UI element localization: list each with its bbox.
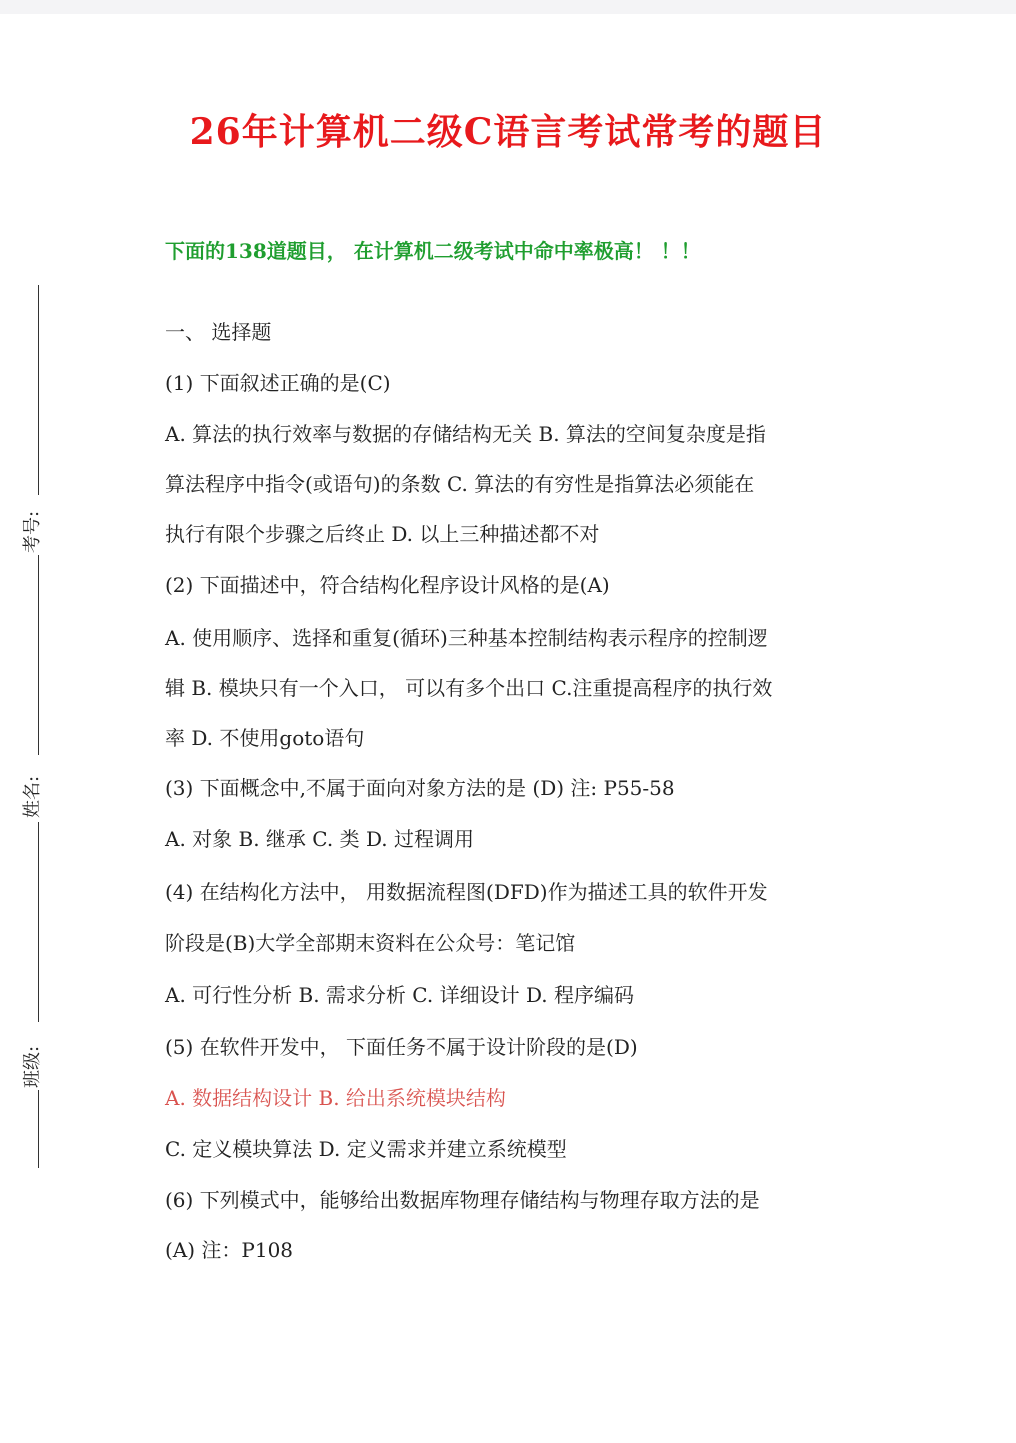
question-6-continued: (A) 注：P108 [165,1238,294,1262]
section-heading: 一、 选择题 [165,320,272,344]
top-bar [0,0,1016,14]
question-2-options-line-1: A. 使用顺序、选择和重复(循环)三种基本控制结构表示程序的控制逻 [165,626,768,650]
question-2-options-line-3: 率 D. 不使用goto语句 [165,726,365,750]
subtitle: 下面的138道题目， 在计算机二级考试中命中率极高！ ！！ [165,239,701,263]
exam-number-label: 考号: [22,510,43,553]
name-label: 姓名: [22,775,43,818]
question-1-options-line-3: 执行有限个步骤之后终止 D. 以上三种描述都不对 [165,522,600,546]
question-5-options-line-2: C. 定义模块算法 D. 定义需求并建立系统模型 [165,1137,567,1161]
question-4-options: A. 可行性分析 B. 需求分析 C. 详细设计 D. 程序编码 [165,983,634,1007]
question-4-continued: 阶段是(B)大学全部期末资料在公众号：笔记馆 [165,931,576,955]
question-6: (6) 下列模式中，能够给出数据库物理存储结构与物理存取方法的是 [165,1188,760,1212]
margin-rule-upper [38,555,39,755]
question-1-options-line-2: 算法程序中指令(或语句)的条数 C. 算法的有穷性是指算法必须能在 [165,472,755,496]
margin-rule-middle [38,822,39,1022]
question-2: (2) 下面描述中，符合结构化程序设计风格的是(A) [165,573,610,597]
question-4: (4) 在结构化方法中， 用数据流程图(DFD)作为描述工具的软件开发 [165,880,768,904]
margin-rule-bottom [38,1090,39,1168]
class-label: 班级: [22,1045,43,1088]
question-3: (3) 下面概念中,不属于面向对象方法的是 (D) 注: P55-58 [165,776,675,800]
question-2-options-line-2: 辑 B. 模块只有一个入口， 可以有多个出口 C.注重提高程序的执行效 [165,676,773,700]
question-1-options-line-1: A. 算法的执行效率与数据的存储结构无关 B. 算法的空间复杂度是指 [165,422,766,446]
question-5-options-line-1: A. 数据结构设计 B. 给出系统模块结构 [165,1086,506,1110]
margin-rule-top [38,285,39,495]
question-3-options: A. 对象 B. 继承 C. 类 D. 过程调用 [165,827,474,851]
question-1: (1) 下面叙述正确的是(C) [165,371,391,395]
question-5: (5) 在软件开发中， 下面任务不属于设计阶段的是(D) [165,1035,638,1059]
page-title: 26年计算机二级C语言考试常考的题目 [189,111,827,153]
